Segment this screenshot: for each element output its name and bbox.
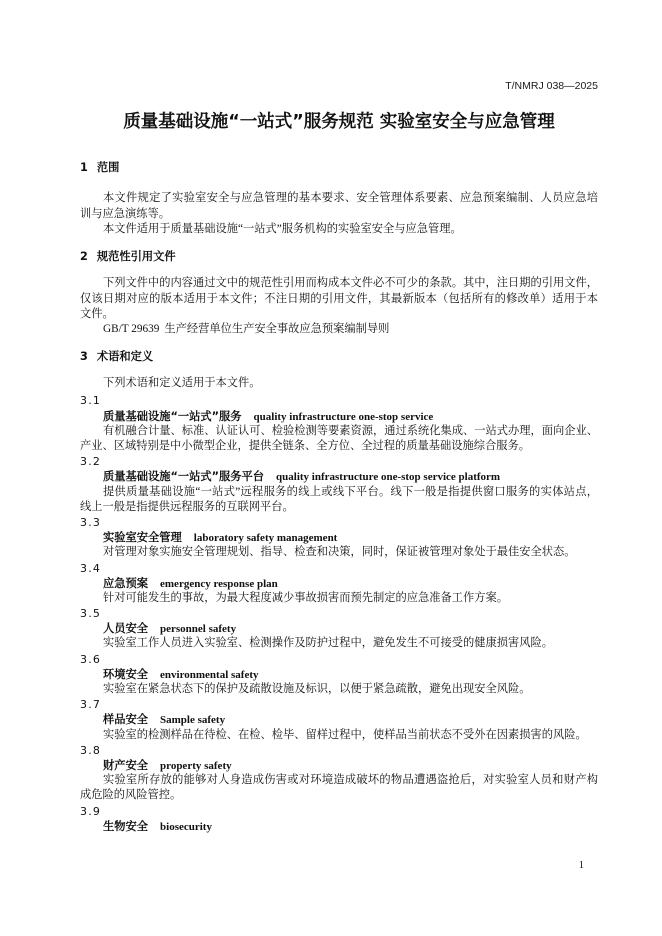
term-definition bbox=[80, 682, 598, 697]
term-definition bbox=[80, 773, 598, 803]
term-number: 3.5 bbox=[80, 607, 102, 621]
definition-line: 成危险的风险管控。 bbox=[80, 789, 182, 802]
term-entry bbox=[80, 652, 598, 698]
term-entry bbox=[80, 454, 598, 515]
section-normative-references bbox=[80, 249, 598, 337]
section-title: 规范性引用文件 bbox=[96, 249, 176, 263]
term-name-en: emergency response plan bbox=[160, 577, 278, 590]
section-title: 范围 bbox=[96, 161, 120, 174]
term-number: 3.7 bbox=[80, 698, 102, 712]
term-definition bbox=[80, 545, 598, 560]
term-number: 3.8 bbox=[80, 743, 102, 757]
term-number: 3.9 bbox=[80, 804, 102, 818]
section-title: 术语和定义 bbox=[96, 350, 154, 364]
definition-line: 线上一般是指提供远程服务的互联网平台。 bbox=[80, 500, 294, 513]
term-definition bbox=[80, 591, 598, 606]
document-body bbox=[80, 160, 598, 834]
term-number: 3.2 bbox=[80, 455, 102, 469]
term-name bbox=[80, 819, 598, 834]
term-name-zh: 环境安全 bbox=[103, 667, 149, 681]
term-name-zh: 样品安全 bbox=[103, 713, 149, 727]
definition-line: 对管理对象实施安全管理规划、指导、检查和决策，同时，保证被管理对象处于最佳安全状态。 bbox=[103, 546, 576, 559]
section-number: 3 bbox=[80, 350, 88, 364]
document-title: 质量基础设施“一站式”服务规范 实验室安全与应急管理 bbox=[123, 112, 555, 132]
reference-title: 生产经营单位生产安全事故应急预案编制导则 bbox=[164, 322, 390, 335]
term-definition bbox=[80, 728, 598, 743]
term-entry bbox=[80, 743, 598, 804]
term-entry bbox=[80, 393, 598, 454]
paragraph-line: 本文件适用于质量基础设施“一站式”服务机构的实验室安全与应急管理。 bbox=[103, 222, 462, 235]
term-name-en: property safety bbox=[160, 759, 232, 772]
page-number: 1 bbox=[578, 860, 584, 871]
definition-line: 实验室工作人员进入实验室、检测操作及防护过程中，避免发生不可接受的健康损害风险。 bbox=[103, 637, 554, 650]
term-name-en: quality infrastructure one-stop service bbox=[253, 410, 434, 423]
term-name bbox=[80, 576, 598, 591]
term-name bbox=[80, 409, 598, 424]
term-name-zh: 财产安全 bbox=[103, 758, 149, 772]
section-number: 1 bbox=[80, 161, 88, 174]
term-number: 3.4 bbox=[80, 561, 102, 575]
section-heading bbox=[80, 160, 598, 176]
definition-line: 提供质量基础设施“一站式”远程服务的线上或线下平台。线下一般是指提供窗口服务的实体站点， bbox=[103, 485, 598, 498]
term-name bbox=[80, 758, 598, 773]
term-name bbox=[80, 469, 598, 484]
section-intro: 下列术语和定义适用于本文件。 bbox=[103, 377, 261, 390]
term-list bbox=[80, 393, 598, 833]
definition-line: 有机融合计量、标准、认证认可、检验检测等要素资源，通过系统化集成、一站式办理，面向企业、 bbox=[103, 424, 599, 437]
paragraph bbox=[80, 276, 598, 322]
paragraph-line: 本文件规定了实验室安全与应急管理的基本要求、安全管理体系要素、应急预案编制、人员应急培 bbox=[103, 192, 598, 205]
paragraph bbox=[80, 222, 598, 237]
paragraph-line: 训与应急演练等。 bbox=[80, 207, 171, 220]
term-number: 3.3 bbox=[80, 515, 102, 529]
section-body bbox=[80, 276, 598, 337]
term-entry bbox=[80, 697, 598, 743]
section-heading bbox=[80, 249, 598, 265]
paragraph-line: 文件。 bbox=[80, 307, 114, 320]
term-name-en: biosecurity bbox=[160, 820, 212, 833]
section-body bbox=[80, 191, 598, 237]
definition-line: 产业、区域特别是中小微型企业，提供全链条、全方位、全过程的质量基础设施综合服务。 bbox=[80, 440, 531, 453]
term-name-zh: 人员安全 bbox=[103, 622, 149, 636]
term-name-zh: 质量基础设施“一站式”服务平台 bbox=[103, 470, 265, 484]
reference-code: GB/T 29639 bbox=[103, 322, 160, 335]
definition-line: 实验室所存放的能够对人身造成伤害或对环境造成破坏的物品遭遇盗抢后，对实验室人员和财产构 bbox=[103, 774, 598, 787]
section-body bbox=[80, 376, 598, 833]
term-name bbox=[80, 712, 598, 727]
definition-line: 实验室的检测样品在待检、在检、检毕、留样过程中，使样品当前状态不受外在因素损害的风险。 bbox=[103, 728, 587, 741]
term-definition bbox=[80, 636, 598, 651]
term-entry bbox=[80, 804, 598, 834]
term-name-en: laboratory safety management bbox=[193, 532, 338, 545]
definition-line: 实验室在紧急状态下的保护及疏散设施及标识，以便于紧急疏散，避免出现安全风险。 bbox=[103, 683, 531, 696]
term-name-zh: 实验室安全管理 bbox=[103, 531, 182, 545]
paragraph-line: 下列文件中的内容通过文中的规范性引用而构成本文件必不可少的条款。其中，注日期的引用文件， bbox=[103, 277, 599, 290]
term-definition bbox=[80, 485, 598, 515]
term-entry bbox=[80, 515, 598, 561]
normative-reference bbox=[80, 322, 598, 337]
term-name-en: Sample safety bbox=[160, 714, 226, 727]
term-number: 3.6 bbox=[80, 652, 102, 666]
term-name bbox=[80, 621, 598, 636]
section-scope bbox=[80, 160, 598, 237]
term-name-en: quality infrastructure one-stop service platform bbox=[276, 471, 501, 484]
term-name-zh: 质量基础设施“一站式”服务 bbox=[103, 409, 242, 423]
term-entry bbox=[80, 606, 598, 652]
term-name bbox=[80, 667, 598, 682]
definition-line: 针对可能发生的事故，为最大程度减少事故损害而预先制定的应急准备工作方案。 bbox=[103, 591, 509, 604]
term-name-zh: 应急预案 bbox=[103, 576, 149, 590]
term-name-zh: 生物安全 bbox=[103, 819, 149, 833]
term-name-en: personnel safety bbox=[160, 623, 237, 636]
document-code: T/NMRJ 038—2025 bbox=[505, 80, 598, 92]
term-name bbox=[80, 530, 598, 545]
section-number: 2 bbox=[80, 249, 88, 263]
paragraph bbox=[80, 191, 598, 221]
section-heading bbox=[80, 349, 598, 365]
term-number: 3.1 bbox=[80, 394, 102, 408]
term-name-en: environmental safety bbox=[160, 668, 259, 681]
paragraph-line: 仅该日期对应的版本适用于本文件；不注日期的引用文件，其最新版本（包括所有的修改单）适用于本 bbox=[80, 292, 598, 305]
section-terms-definitions bbox=[80, 349, 598, 834]
term-entry bbox=[80, 561, 598, 607]
term-definition bbox=[80, 424, 598, 454]
